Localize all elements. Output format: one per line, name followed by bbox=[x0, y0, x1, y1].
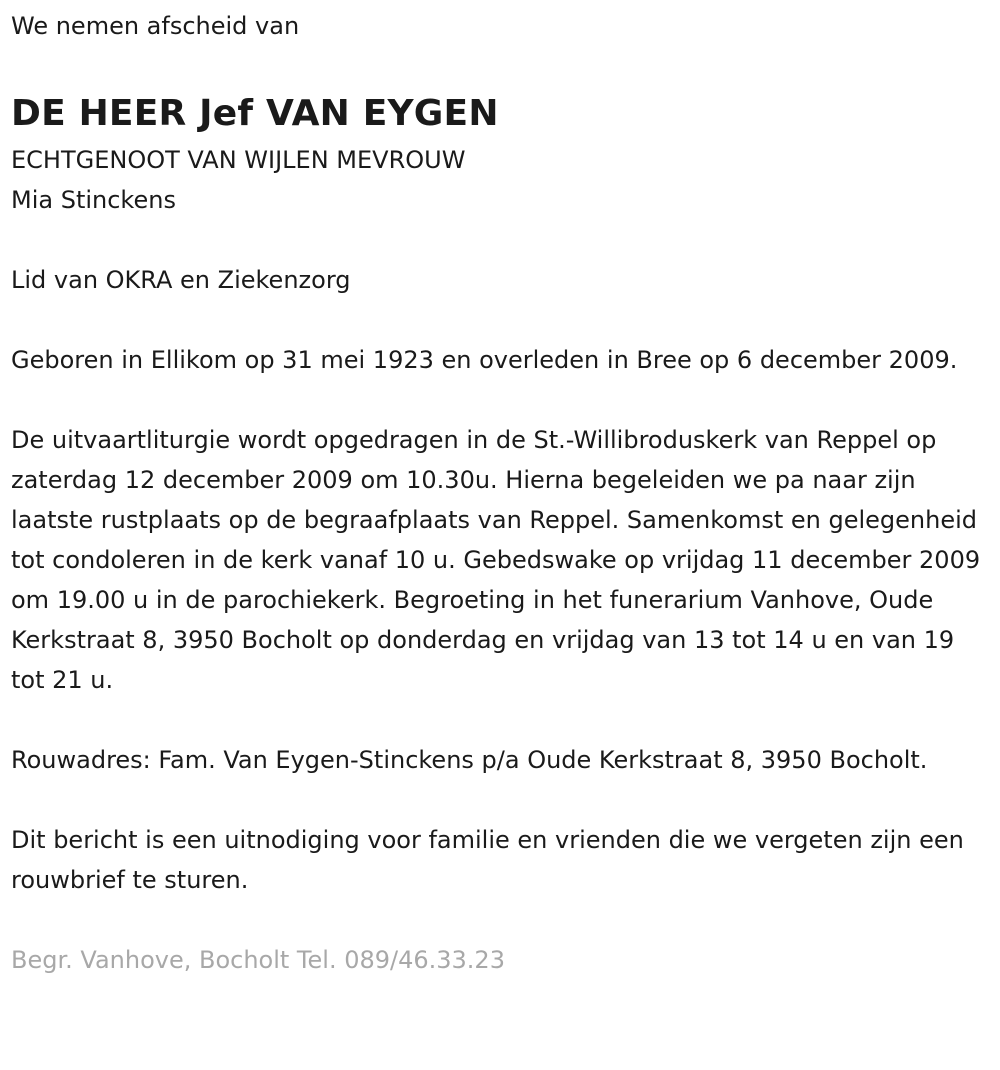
spouse-title: ECHTGENOOT VAN WIJLEN MEVROUW bbox=[11, 146, 466, 174]
spacer bbox=[11, 900, 985, 940]
mourning-address: Rouwadres: Fam. Van Eygen-Stinckens p/a Oude Kerkstraat 8, 3950 Bocholt. bbox=[11, 746, 928, 774]
invitation-text: Dit bericht is een uitnodiging voor familie en vrienden die we vergeten zijn een rouwbrief te sturen. bbox=[11, 826, 964, 894]
funeral-home-footer: Begr. Vanhove, Bocholt Tel. 089/46.33.23 bbox=[11, 946, 505, 974]
intro-text: We nemen afscheid van bbox=[11, 12, 300, 40]
spacer bbox=[11, 220, 985, 260]
spacer bbox=[11, 300, 985, 340]
spacer bbox=[11, 380, 985, 420]
spacer bbox=[11, 700, 985, 740]
funeral-details: De uitvaartliturgie wordt opgedragen in de St.-Willibroduskerk van Reppel op zaterdag 12 december 2009 om 10.30u. Hierna begeleiden we pa naar zijn laatste rustplaats op de begraafplaats van Reppel. Samenkomst en gelegenheid tot condoleren in de kerk vanaf 10 u. Gebedswake op vrijdag 11 december 2009 om 19.00 u in de parochiekerk. Begroeting in het funerarium Vanhove, Oude Kerkstraat 8, 3950 Bocholt op donderdag en vrijdag van 13 tot 14 u en van 19 tot 21 u. bbox=[11, 426, 981, 694]
spouse-name: Mia Stinckens bbox=[11, 186, 176, 214]
spacer bbox=[11, 780, 985, 820]
birth-death-text: Geboren in Ellikom op 31 mei 1923 en overleden in Bree op 6 december 2009. bbox=[11, 346, 958, 374]
spacer bbox=[11, 46, 985, 86]
deceased-name: DE HEER Jef VAN EYGEN bbox=[11, 93, 499, 134]
membership-text: Lid van OKRA en Ziekenzorg bbox=[11, 266, 351, 294]
